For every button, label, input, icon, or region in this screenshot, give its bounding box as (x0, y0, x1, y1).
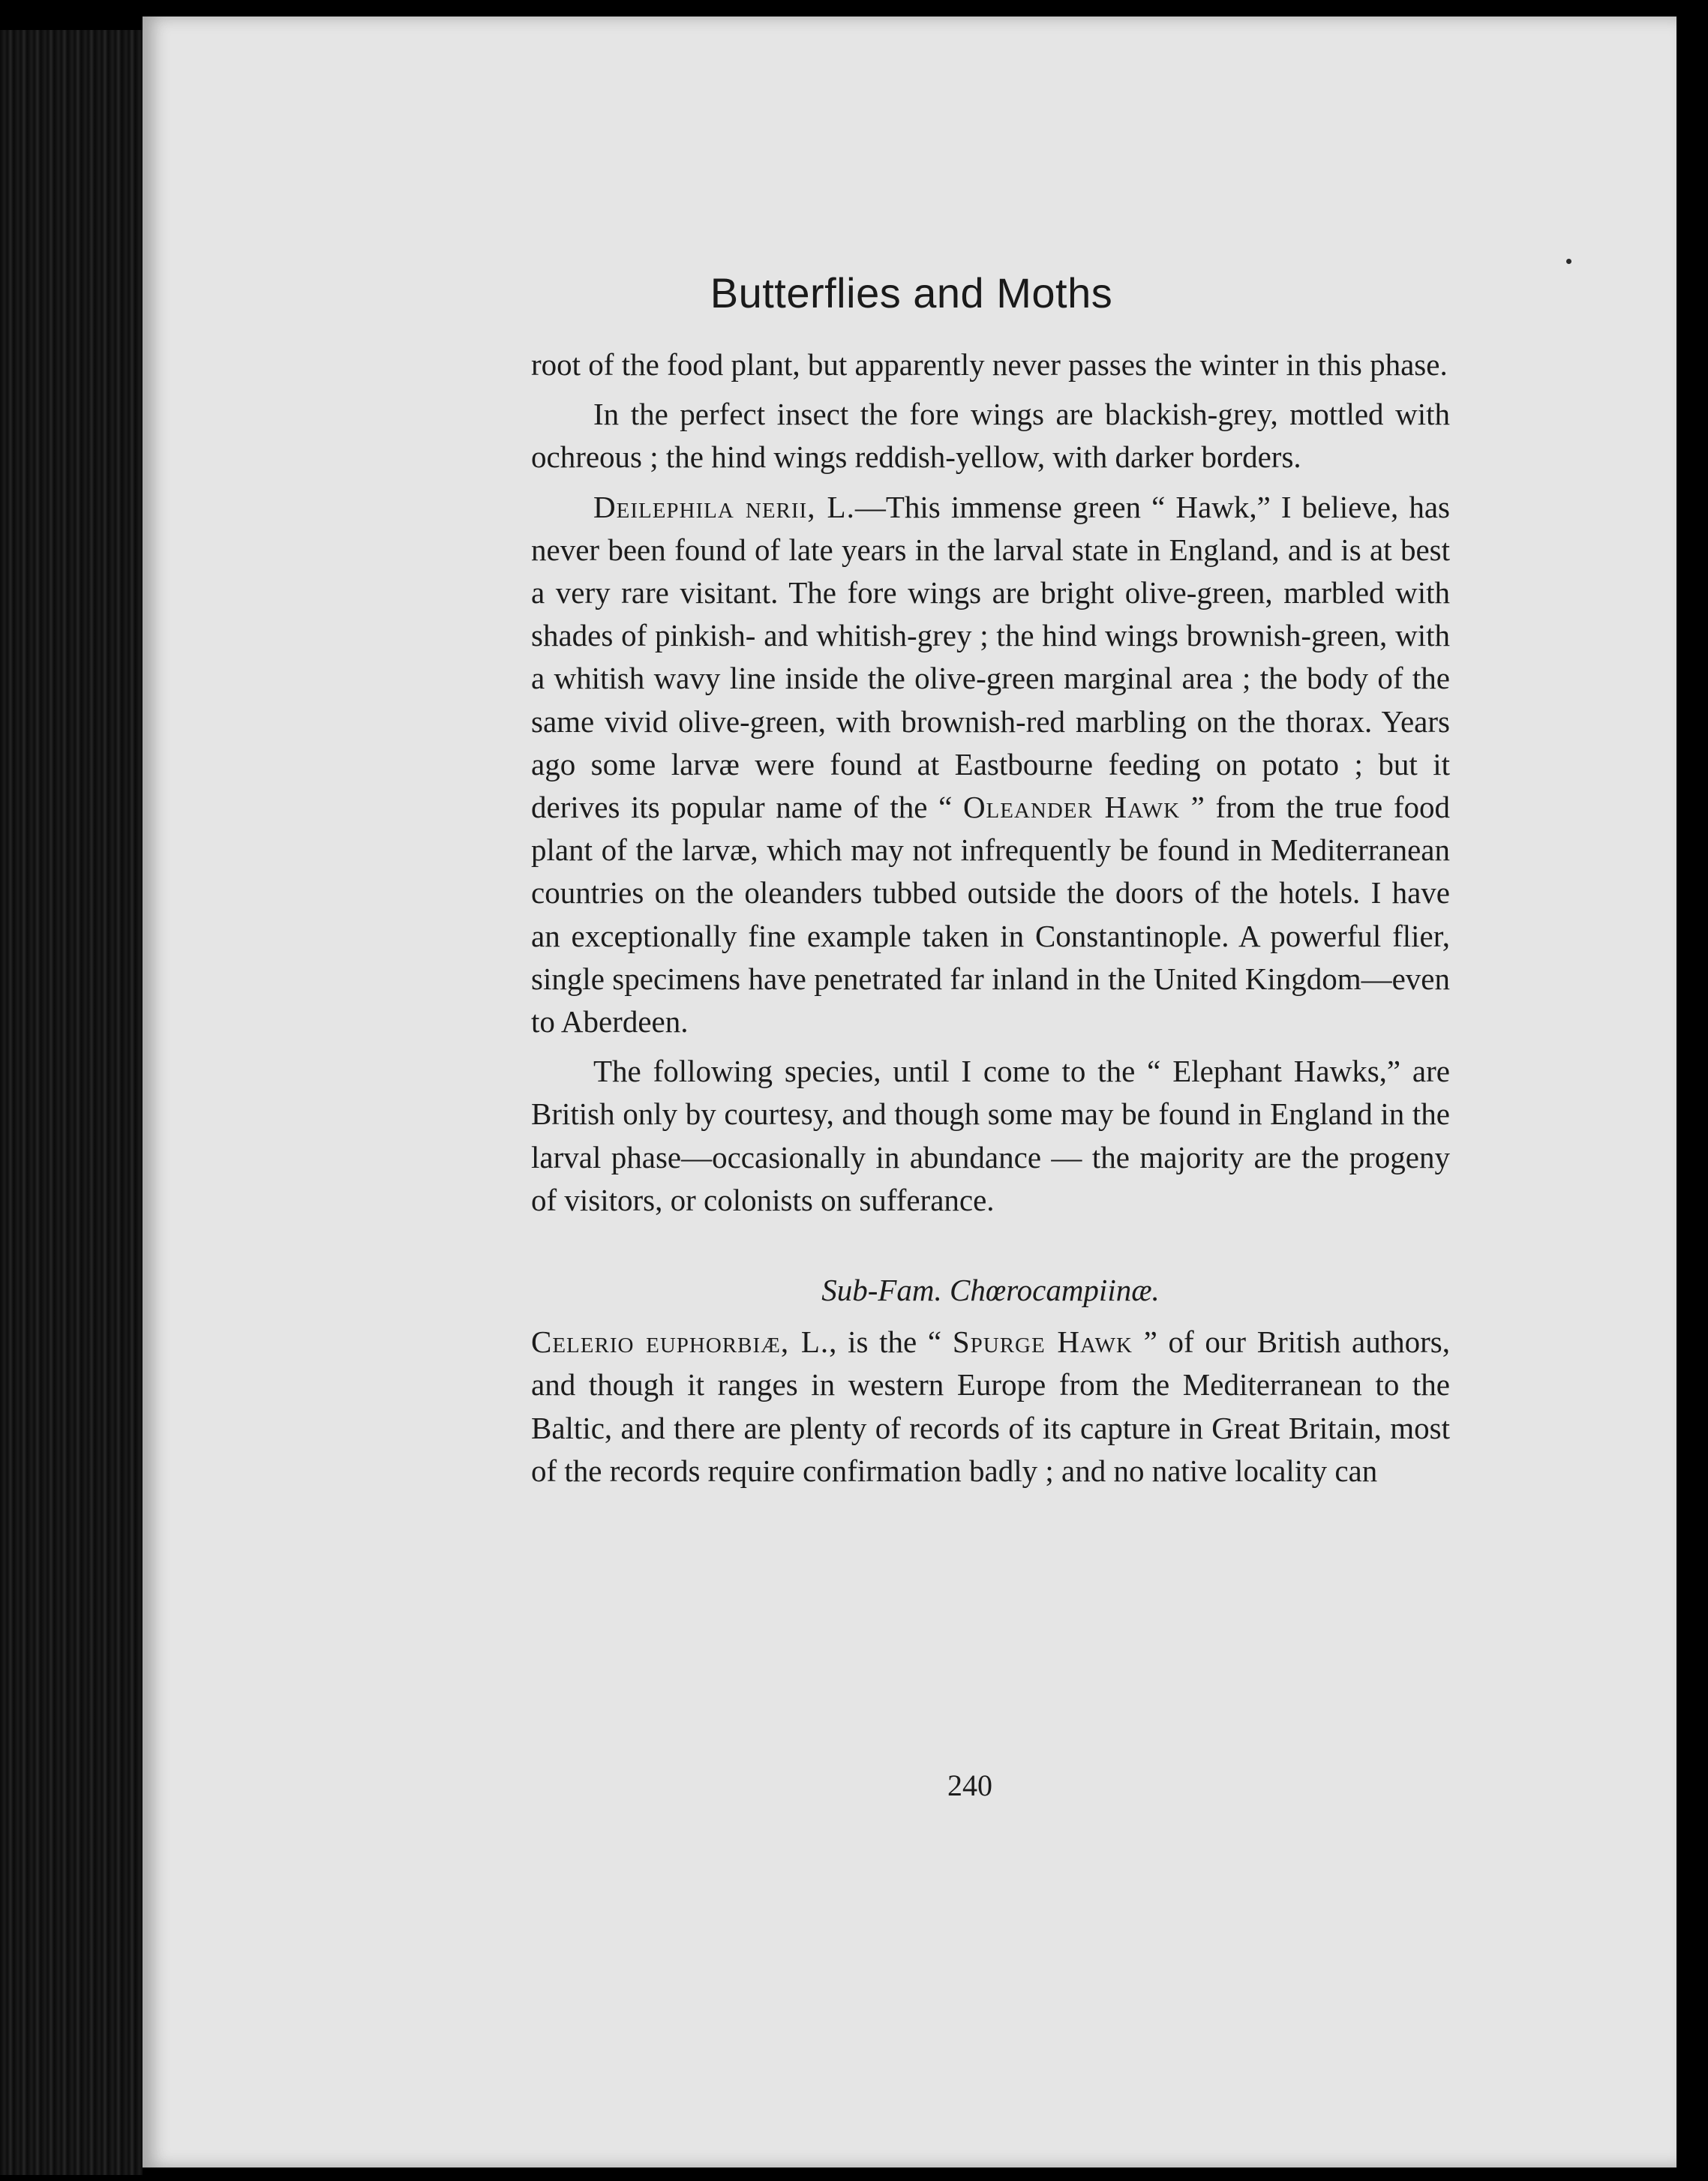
paragraph-following-species: The following species, until I come to the “ Elephant Hawks,” are British only by courtesy, and though some may be found in England in the larval phase—occasionally in abundance — the majority are the progeny of visitors, or colonists on sufferance. (531, 1054, 1450, 1217)
running-header (143, 268, 1708, 317)
page-body (531, 344, 1450, 1492)
paragraph-celerio-euphorbiae (531, 1321, 1450, 1492)
page-number: 240 (947, 1768, 992, 1802)
paragraph-perfect-insect: In the perfect insect the fore wings are blackish-grey, mottled with ochreous ; the hind wings reddish-yellow, with darker borders. (531, 397, 1450, 475)
common-name: Oleander Hawk (962, 790, 1181, 825)
paragraph-text-before: , is the “ (829, 1324, 953, 1360)
book-spine-edge (0, 30, 143, 2175)
paragraph-text: —This immense green “ Hawk,” I believe, has never been found of late years in the larval state in England, and is at best a very rare visitant. The fore wings are bright olive-green, marbled with shades of pinkish- and whitish-grey ; the hind wings brownish-green, with a whitish wavy line inside the olive-green marginal area ; the body of the same vivid olive-green, with brownish-red marbling on the thorax. Years ago some larvæ were found at Eastbourne feeding on potato ; but it derives its popular name of the “ (531, 489, 1450, 825)
ink-speck (1566, 259, 1571, 264)
species-name: Deilephila nerii, L. (593, 489, 855, 524)
running-title: Butterflies and Moths (710, 269, 1113, 316)
paragraph-text-after: ” from the true food plant of the larvæ, which may not infrequently be found in Mediterranean countries on the oleanders tubbed outside the doors of the hotels. I have an exceptionally fine example taken in Constantinople. A powerful flier, single specimens have penetrated far inland in the United Kingdom—even to Aberdeen. (531, 790, 1451, 1040)
common-name: Spurge Hawk (952, 1324, 1133, 1360)
paragraph-continuation: root of the food plant, but apparently never passes the winter in this phase. (531, 347, 1448, 382)
paragraph-deilephila-nerii (531, 486, 1450, 1044)
paragraph-text-after: ” of our British authors, and though it ranges in western Europe from the Mediterranean to the Baltic, and there are plenty of records of its capture in Great Britain, most of the records require confirmation badly ; and no native locality can (531, 1324, 1450, 1488)
species-name: Celerio euphorbiæ, L. (531, 1324, 830, 1360)
section-heading: Sub-Fam. Chœrocampiinæ. (821, 1273, 1160, 1308)
